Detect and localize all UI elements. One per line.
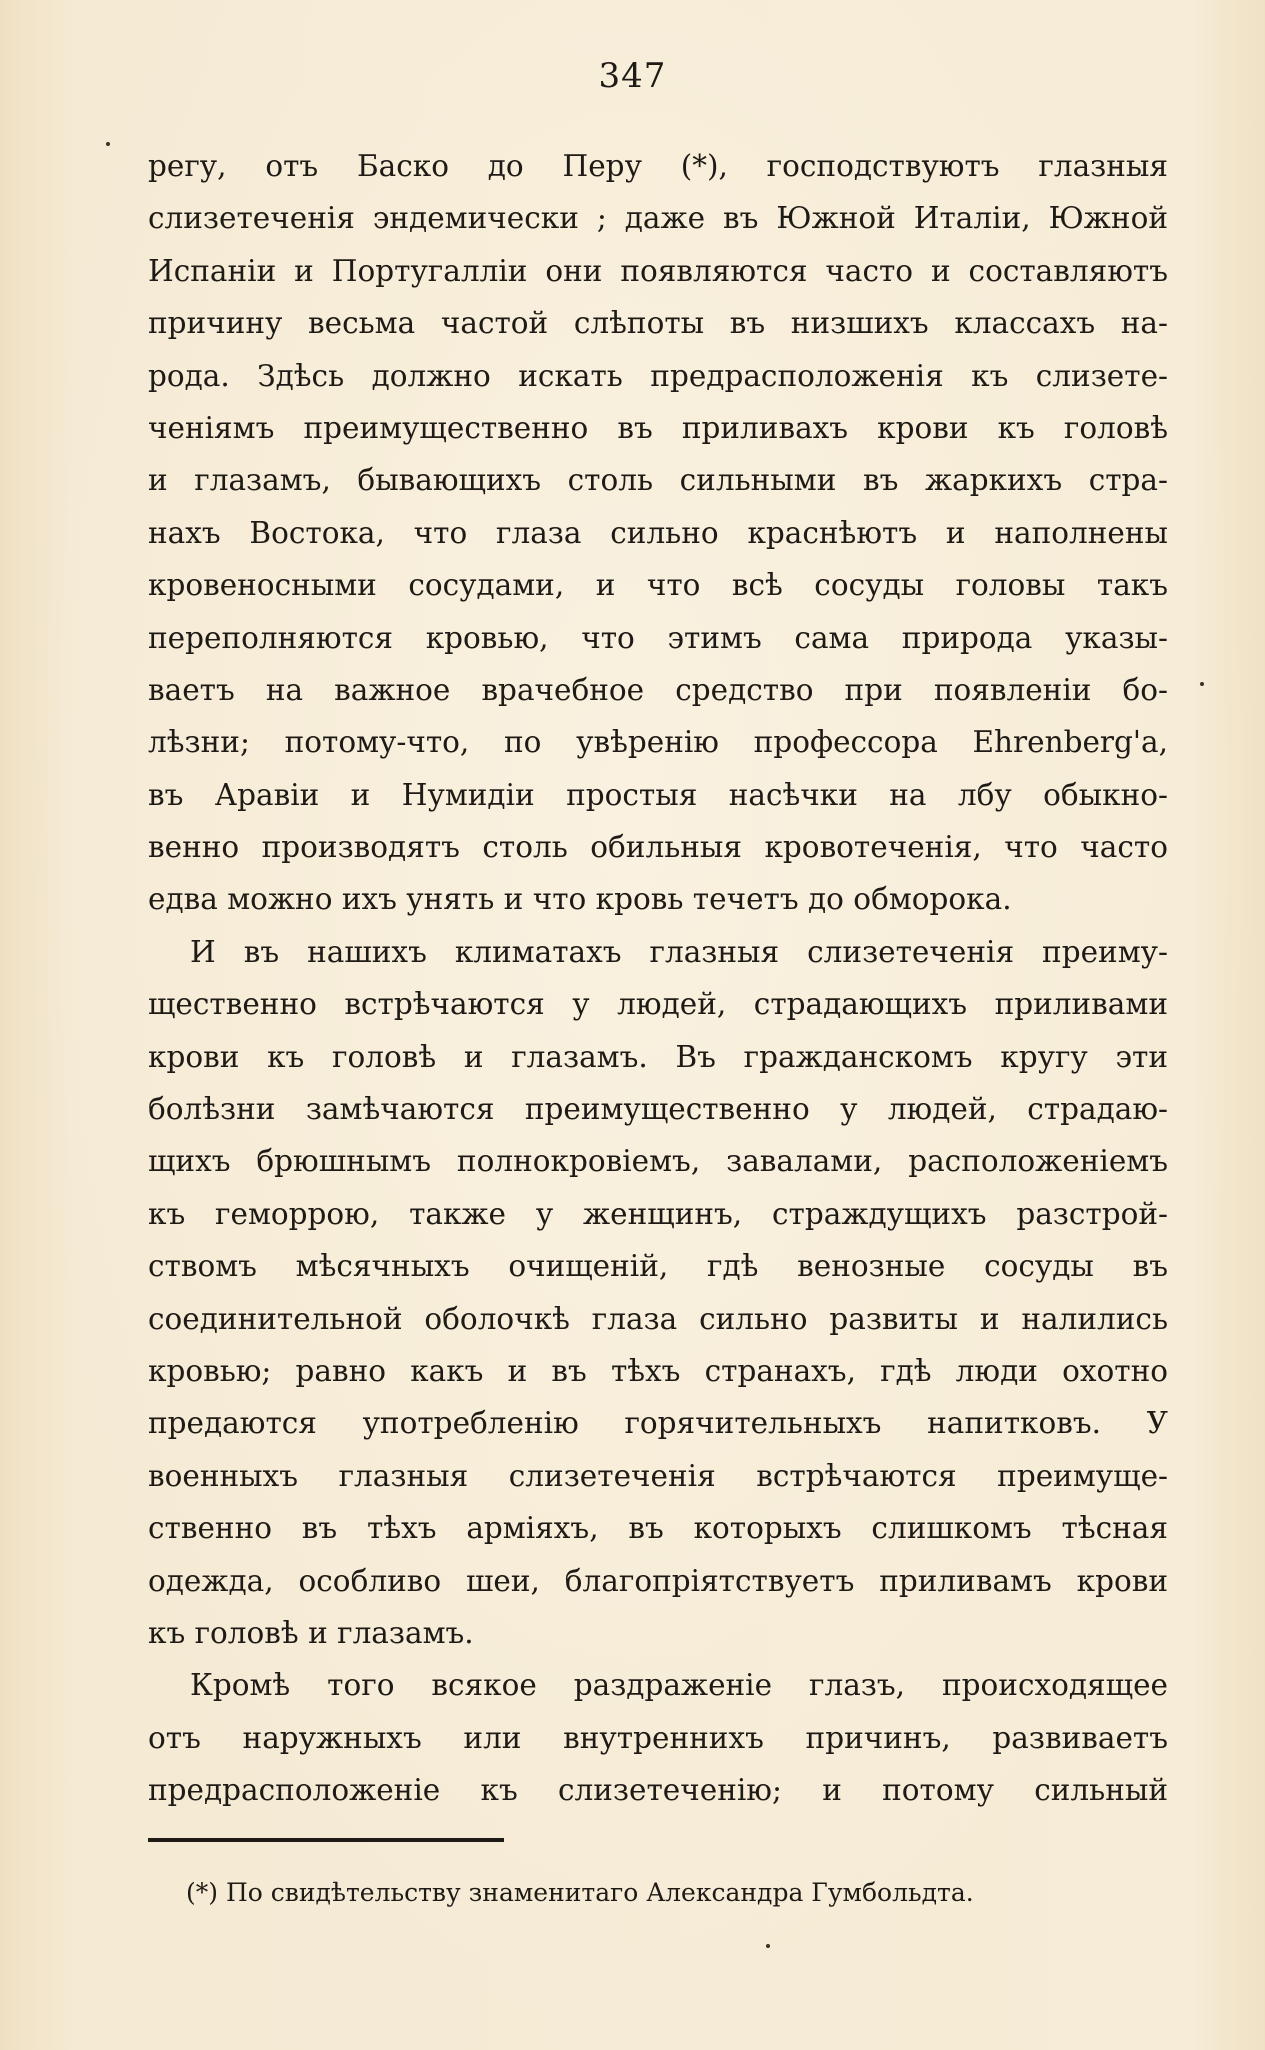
text-line: ченіямъ преимущественно въ приливахъ крови къ головѣ	[148, 410, 1168, 445]
text-line: переполняются кровью, что этимъ сама природа указы-	[148, 620, 1168, 655]
body-text	[148, 140, 1168, 1817]
text-line: въ Аравіи и Нумидіи простыя насѣчки на лбу обыкно-	[148, 777, 1168, 812]
text-line: щественно встрѣчаются у людей, страдающихъ приливами	[148, 987, 1168, 1022]
paragraph-end-line: къ головѣ и глазамъ.	[148, 1615, 474, 1650]
text-line: регу, отъ Баско до Перу (*), господствуютъ глазныя	[148, 149, 1168, 183]
text-line: соединительной оболочкѣ глаза сильно развиты и налились	[148, 1301, 1168, 1336]
paper-speck	[1200, 682, 1204, 686]
text-line: кровеносными сосудами, и что всѣ сосуды головы такъ	[148, 568, 1168, 603]
footnote-divider	[148, 1838, 504, 1842]
text-line: одежда, особливо шеи, благопріятствуетъ приливамъ крови	[148, 1563, 1168, 1598]
text-line: болѣзни замѣчаются преимущественно у людей, страдаю-	[148, 1092, 1168, 1127]
text-line: причину весьма частой слѣпоты въ низшихъ классахъ на-	[148, 306, 1168, 341]
text-line: рода. Здѣсь должно искать предрасположенія къ слизете-	[148, 358, 1168, 393]
text-line: предаются употребленію горячительныхъ напитковъ. У	[148, 1406, 1168, 1441]
text-line: лѣзни; потому-что, по увѣренію профессора Ehrenberg'а,	[148, 725, 1168, 760]
text-line: щихъ брюшнымъ полнокровіемъ, завалами, расположеніемъ	[148, 1144, 1168, 1179]
text-line: ственно въ тѣхъ арміяхъ, въ которыхъ слишкомъ тѣсная	[148, 1511, 1168, 1546]
text-line: къ геморрою, также у женщинъ, страждущихъ разстрой-	[148, 1196, 1168, 1231]
paper-speck	[766, 1944, 770, 1948]
paragraph-end-line: едва можно ихъ унять и что кровь течетъ до обморока.	[148, 882, 1012, 917]
text-line: кровью; равно какъ и въ тѣхъ странахъ, гдѣ люди охотно	[148, 1353, 1168, 1388]
text-line: крови къ головѣ и глазамъ. Въ гражданскомъ кругу эти	[148, 1039, 1168, 1074]
text-line: нахъ Востока, что глаза сильно краснѣютъ и наполнены	[148, 515, 1168, 550]
text-line: отъ наружныхъ или внутреннихъ причинъ, развиваетъ	[148, 1720, 1168, 1755]
text-line: и глазамъ, бывающихъ столь сильными въ жаркихъ стра-	[148, 463, 1168, 498]
text-line: Испаніи и Португалліи они появляются часто и составляютъ	[148, 253, 1168, 288]
text-line: ваетъ на важное врачебное средство при появленіи бо-	[148, 672, 1168, 707]
paragraph-start-line: Кромѣ того всякое раздраженіе глазъ, происходящее	[190, 1668, 1168, 1703]
text-line: военныхъ глазныя слизетеченія встрѣчаются преимуще-	[148, 1458, 1168, 1493]
text-line: венно производятъ столь обильныя кровотеченія, что часто	[148, 830, 1168, 865]
text-line: ствомъ мѣсячныхъ очищеній, гдѣ венозные сосуды въ	[148, 1249, 1168, 1284]
paper-speck	[106, 142, 110, 146]
text-line: предрасположеніе къ слизетеченію; и потому сильный	[148, 1773, 1168, 1808]
page-number: 347	[598, 56, 667, 96]
footnote: (*) По свидѣтельству знаменитаго Александра Гумбольдта.	[186, 1878, 974, 1907]
paragraph-start-line: И въ нашихъ климатахъ глазныя слизетеченія преиму-	[190, 934, 1168, 969]
text-line: слизетеченія эндемически ; даже въ Южной Италіи, Южной	[148, 201, 1168, 236]
